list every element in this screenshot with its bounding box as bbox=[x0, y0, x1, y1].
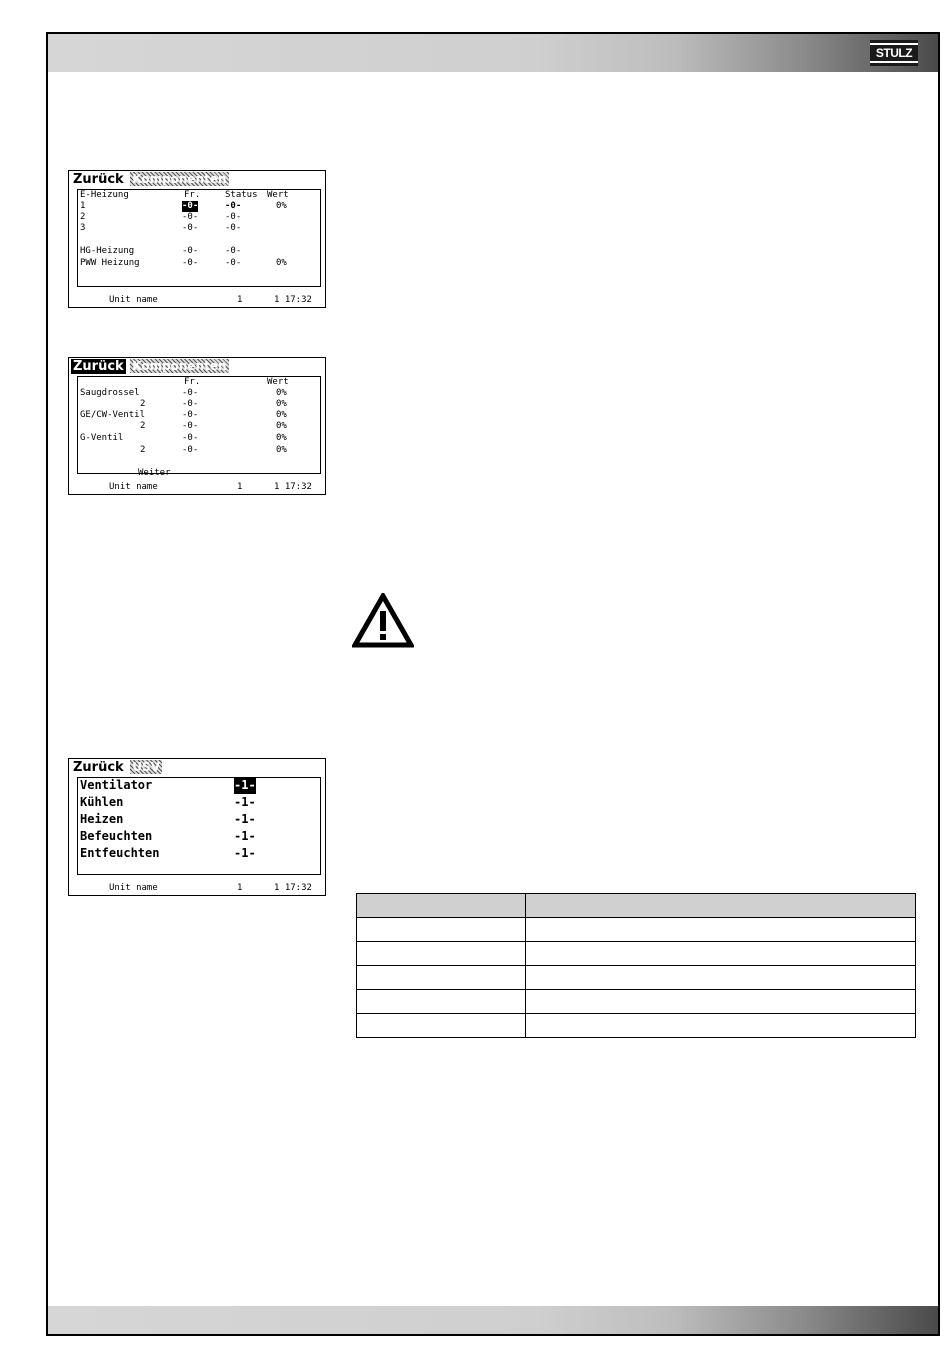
table-cell bbox=[526, 942, 916, 966]
row-value: 0% bbox=[276, 433, 287, 443]
row-value: 0% bbox=[276, 410, 287, 420]
back-button[interactable]: Zurück bbox=[73, 172, 124, 187]
row-value: 0% bbox=[276, 421, 287, 431]
table-row bbox=[357, 966, 916, 990]
footer-band bbox=[48, 1306, 938, 1334]
unit-name: Unit name bbox=[109, 295, 158, 305]
lcd-title-bar bbox=[71, 759, 162, 775]
warning-triangle-icon bbox=[352, 593, 414, 653]
row-fr-value[interactable]: -0- bbox=[182, 201, 199, 211]
table-row bbox=[357, 990, 916, 1014]
lcd-content-box bbox=[77, 777, 321, 875]
row-value: 0% bbox=[276, 388, 287, 398]
lcd-title-bar bbox=[71, 171, 229, 187]
row-fr-value[interactable]: -0- bbox=[182, 399, 199, 409]
table-row bbox=[357, 1014, 916, 1038]
table-cell bbox=[357, 990, 526, 1014]
row-fr-value[interactable]: -0- bbox=[182, 421, 199, 431]
row-label: 3 bbox=[80, 223, 86, 233]
unit-name: Unit name bbox=[109, 482, 158, 492]
col-header-value: Wert bbox=[267, 190, 289, 200]
next-link[interactable]: Weiter bbox=[138, 468, 171, 478]
row-status-value: -0- bbox=[225, 201, 242, 211]
row-fr-value[interactable]: -0- bbox=[182, 388, 199, 398]
logo-text: STULZ bbox=[875, 46, 913, 60]
lcd-screen-heating bbox=[68, 170, 326, 308]
row-fr-value[interactable]: -0- bbox=[182, 212, 199, 222]
group-label: E-Heizung bbox=[80, 190, 129, 200]
row-label: 2 bbox=[140, 445, 146, 455]
clock-time: 1 17:32 bbox=[274, 295, 312, 305]
col-header-value: Wert bbox=[267, 377, 289, 387]
stulz-logo bbox=[870, 40, 918, 66]
table-header-cell bbox=[357, 894, 526, 918]
row-label: 2 bbox=[140, 399, 146, 409]
col-header-fr: Fr. bbox=[184, 190, 201, 200]
row-status-value: -0- bbox=[225, 223, 242, 233]
lcd-screen-valves bbox=[68, 357, 326, 495]
table-cell bbox=[526, 918, 916, 942]
col-header-status: Status bbox=[225, 190, 258, 200]
lcd-content-box bbox=[77, 189, 321, 287]
back-button[interactable]: Zurück bbox=[73, 359, 124, 374]
row-fr-value[interactable]: -0- bbox=[182, 445, 199, 455]
table-cell bbox=[526, 1014, 916, 1038]
row-label: HG-Heizung bbox=[80, 246, 135, 256]
table-row bbox=[357, 918, 916, 942]
row-label: 1 bbox=[80, 201, 86, 211]
row-label: Heizen bbox=[80, 812, 124, 826]
back-button[interactable]: Zurück bbox=[73, 760, 124, 775]
row-status-value: -0- bbox=[225, 246, 242, 256]
clock-time: 1 17:32 bbox=[274, 883, 312, 893]
header-band bbox=[48, 34, 938, 72]
table-cell bbox=[526, 966, 916, 990]
table-cell bbox=[357, 942, 526, 966]
tab-components[interactable]: Komponenten bbox=[132, 172, 227, 186]
row-status-value: -0- bbox=[225, 258, 242, 268]
table-row bbox=[357, 942, 916, 966]
col-header-fr: Fr. bbox=[184, 377, 201, 387]
unit-number: 1 bbox=[237, 883, 243, 893]
row-label: Befeuchten bbox=[80, 829, 153, 843]
row-label: Ventilator bbox=[80, 778, 153, 792]
tab-components[interactable]: Komponenten bbox=[132, 359, 227, 373]
row-value: 0% bbox=[276, 445, 287, 455]
row-label: Saugdrossel bbox=[80, 388, 140, 398]
row-label: Kühlen bbox=[80, 795, 124, 809]
row-value: 0% bbox=[276, 201, 287, 211]
unit-name: Unit name bbox=[109, 883, 158, 893]
row-value[interactable]: -1- bbox=[234, 846, 256, 860]
lcd-screen-ups bbox=[68, 758, 326, 896]
row-fr-value[interactable]: -0- bbox=[182, 246, 199, 256]
tab-usv[interactable]: USV bbox=[132, 760, 160, 774]
table-cell bbox=[357, 966, 526, 990]
unit-number: 1 bbox=[237, 482, 243, 492]
lcd-title-bar bbox=[71, 358, 229, 374]
unit-number: 1 bbox=[237, 295, 243, 305]
row-fr-value[interactable]: -0- bbox=[182, 223, 199, 233]
empty-table bbox=[356, 893, 916, 1038]
row-value: 0% bbox=[276, 258, 287, 268]
table-header-cell bbox=[526, 894, 916, 918]
row-fr-value[interactable]: -0- bbox=[182, 258, 199, 268]
table-cell bbox=[357, 1014, 526, 1038]
lcd-content-box bbox=[77, 376, 321, 478]
table-cell bbox=[526, 990, 916, 1014]
row-label: GE/CW-Ventil bbox=[80, 410, 146, 420]
row-label: PWW Heizung bbox=[80, 258, 140, 268]
row-fr-value[interactable]: -0- bbox=[182, 410, 199, 420]
table-cell bbox=[357, 918, 526, 942]
row-value[interactable]: -1- bbox=[234, 829, 256, 843]
row-value[interactable]: -1- bbox=[234, 778, 256, 792]
row-label: G-Ventil bbox=[80, 433, 124, 443]
row-fr-value[interactable]: -0- bbox=[182, 433, 199, 443]
row-value[interactable]: -1- bbox=[234, 812, 256, 826]
row-status-value: -0- bbox=[225, 212, 242, 222]
row-value: 0% bbox=[276, 399, 287, 409]
row-label: 2 bbox=[140, 421, 146, 431]
row-value[interactable]: -1- bbox=[234, 795, 256, 809]
table-header-row bbox=[357, 894, 916, 918]
row-label: 2 bbox=[80, 212, 86, 222]
clock-time: 1 17:32 bbox=[274, 482, 312, 492]
row-label: Entfeuchten bbox=[80, 846, 160, 860]
